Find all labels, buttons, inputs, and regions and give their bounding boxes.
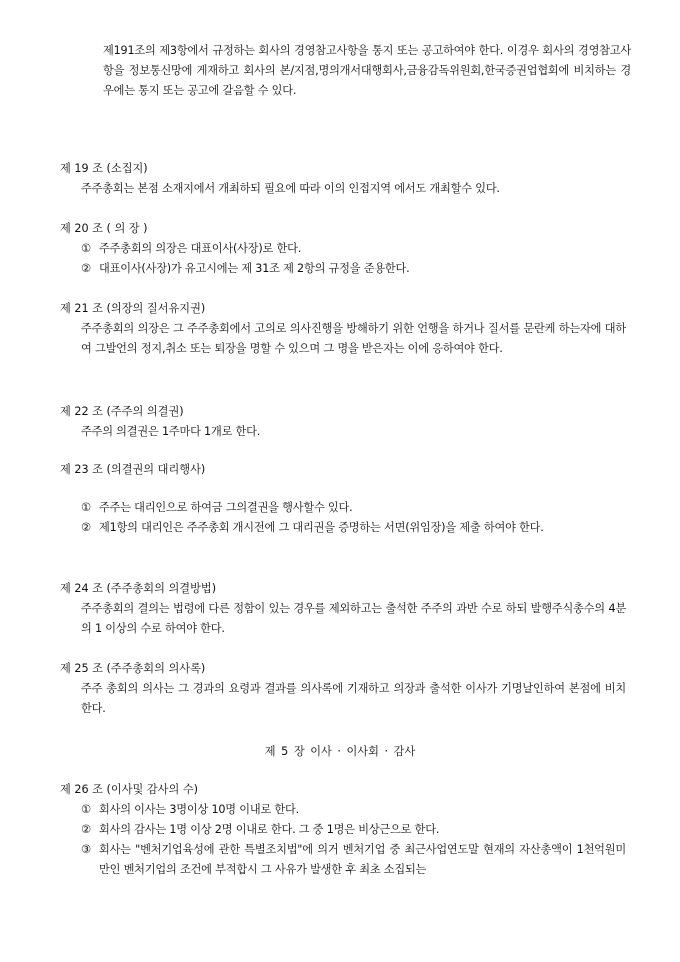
article-21 bbox=[60, 299, 635, 359]
item-text: 회사의 감사는 1명 이상 2명 이내로 한다. 그 중 1명은 비상근으로 한다. bbox=[99, 823, 440, 836]
item-number: ① bbox=[81, 501, 92, 514]
article-body: 주주의 의결권은 1주마다 1개로 한다. bbox=[81, 425, 261, 438]
article-title: 제 21 조 (의장의 질서유지권) bbox=[60, 302, 206, 315]
list-item bbox=[81, 518, 626, 538]
article-25 bbox=[60, 659, 635, 719]
item-text: 회사의 이사는 3명이상 10명 이내로 한다. bbox=[99, 803, 299, 816]
item-list bbox=[60, 498, 635, 538]
item-number: ① bbox=[81, 803, 92, 816]
chapter-heading: 제 5 장 이사 · 이사회 · 감사 bbox=[264, 745, 416, 758]
item-text: 주주총회의 의장은 대표이사(사장)로 한다. bbox=[99, 242, 302, 255]
item-number: ② bbox=[81, 823, 92, 836]
article-body: 주주총회의 의장은 그 주주총회에서 고의로 의사진행을 방해하기 위한 언행을 하거나 질서를 문란케 하는자에 대하여 그발언의 정지,취소 또는 퇴장을 명할 수 있으며 그 명을 받은자는 이에 응하여야 한다. bbox=[81, 322, 626, 355]
article-22 bbox=[60, 402, 635, 442]
article-title: 제 25 조 (주주총회의 의사록) bbox=[60, 662, 206, 675]
article-body: 주주총회는 본점 소재지에서 개최하되 필요에 따라 이의 인접지역 에서도 개최할수 있다. bbox=[81, 182, 500, 195]
article-title: 제 26 조 (이사및 감사의 수) bbox=[60, 783, 199, 796]
article-19 bbox=[60, 159, 635, 199]
list-item bbox=[81, 239, 626, 259]
item-number: ② bbox=[81, 521, 92, 534]
item-list bbox=[60, 239, 635, 279]
article-26 bbox=[60, 780, 635, 880]
item-text: 대표이사(사장)가 유고시에는 제 31조 제 2항의 규정을 준용한다. bbox=[99, 262, 410, 275]
list-item bbox=[81, 259, 626, 279]
item-list bbox=[60, 800, 635, 880]
article-title: 제 22 조 (주주의 의결권) bbox=[60, 405, 184, 418]
list-item bbox=[81, 498, 626, 518]
list-item bbox=[81, 820, 626, 840]
article-24 bbox=[60, 579, 635, 639]
article-title: 제 20 조 ( 의 장 ) bbox=[60, 222, 148, 235]
item-text: 회사는 "벤처기업육성에 관한 특별조치법"에 의거 벤처기업 중 최근사업연도말 현재의 자산총액이 1천억원미만인 벤처기업의 조건에 부적합시 그 사유가 발생한 후 최초 소집되는 bbox=[99, 843, 626, 876]
item-number: ② bbox=[81, 262, 92, 275]
article-body: 주주총회의 결의는 법령에 다른 정함이 있는 경우를 제외하고는 출석한 주주의 과반 수로 하되 발행주식총수의 4분의 1 이상의 수로 하여야 한다. bbox=[81, 602, 626, 635]
article-body: 주주 총회의 의사는 그 경과의 요령과 결과를 의사록에 기재하고 의장과 출석한 이사가 기명날인하여 본점에 비치한다. bbox=[81, 682, 626, 715]
article-23 bbox=[60, 460, 635, 538]
article-title: 제 24 조 (주주총회의 의결방법) bbox=[60, 582, 217, 595]
article-title: 제 19 조 (소집지) bbox=[60, 162, 148, 175]
item-text: 제1항의 대리인은 주주총회 개시전에 그 대리권을 증명하는 서면(위임장)을 제출 하여야 한다. bbox=[99, 521, 544, 534]
item-number: ③ bbox=[81, 843, 92, 856]
item-text: 주주는 대리인으로 하여금 그의결권을 행사할수 있다. bbox=[99, 501, 353, 514]
list-item bbox=[81, 840, 626, 880]
intro-paragraph: 제191조의 제3항에서 규정하는 회사의 경영참고사항을 통지 또는 공고하여야 한다. 이경우 회사의 경영참고사항을 정보통신망에 게재하고 회사의 본/지점,명의개서대행회사,금융감독위원회,한국증권업협회에 비치하는 경우에는 통지 또는 공고에 갈음할 수 있다. bbox=[103, 44, 631, 97]
list-item bbox=[81, 800, 626, 820]
item-number: ① bbox=[81, 242, 92, 255]
article-title: 제 23 조 (의결권의 대리행사) bbox=[60, 463, 206, 476]
article-20 bbox=[60, 219, 635, 279]
